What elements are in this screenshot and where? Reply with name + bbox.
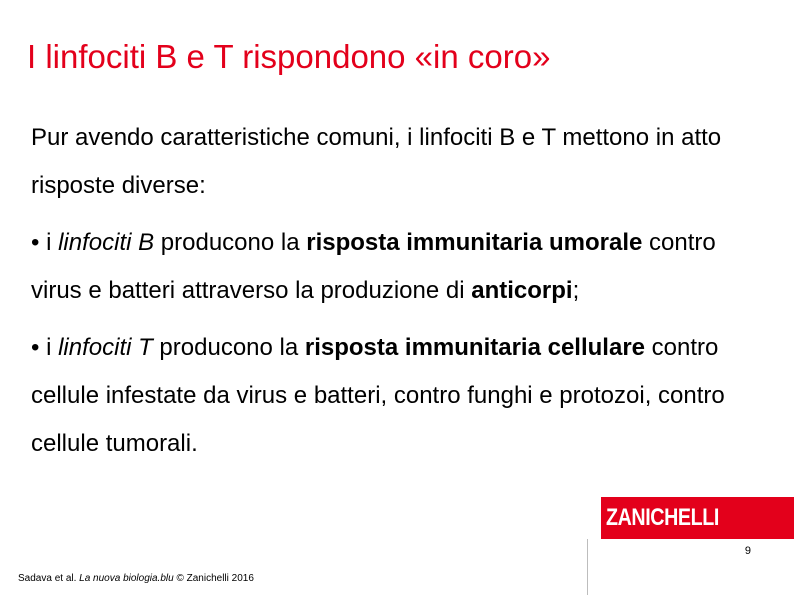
bullet-verb: producono la bbox=[152, 334, 305, 361]
page-number: 9 bbox=[744, 545, 751, 557]
bullet-subject: linfociti T bbox=[58, 334, 153, 361]
footer-credit bbox=[18, 573, 254, 584]
brand-name: ZANICHELLI bbox=[606, 504, 719, 531]
bullet-rest: contro cellule infestate da virus e batteri, contro funghi e protozoi, contro cellule tumorali. bbox=[31, 334, 725, 457]
footer-copyright: © Zanichelli 2016 bbox=[173, 573, 254, 584]
zanichelli-logo bbox=[601, 497, 794, 539]
bullet-prefix: • i bbox=[31, 334, 59, 361]
bullet-rest: contro virus e batteri attraverso la produzione di bbox=[31, 229, 716, 304]
bullet-end: ; bbox=[572, 277, 580, 304]
bullet-linfociti-t bbox=[31, 324, 771, 468]
footer-divider bbox=[587, 539, 588, 595]
footer-book: La nuova biologia.blu bbox=[79, 573, 174, 584]
bullet-prefix: • i bbox=[31, 229, 59, 256]
footer-authors: Sadava et al. bbox=[18, 573, 80, 584]
slide-title: I linfociti B e T rispondono «in coro» bbox=[27, 38, 551, 75]
intro-paragraph: Pur avendo caratteristiche comuni, i linfociti B e T mettono in atto risposte diverse: bbox=[31, 124, 722, 199]
bullet-product: anticorpi bbox=[471, 277, 573, 304]
bullet-linfociti-b bbox=[31, 219, 771, 315]
bullet-response: risposta immunitaria umorale bbox=[306, 229, 643, 256]
bullet-verb: producono la bbox=[154, 229, 307, 256]
slide-body bbox=[31, 114, 771, 468]
bullet-response: risposta immunitaria cellulare bbox=[304, 334, 645, 361]
bullet-subject: linfociti B bbox=[58, 229, 155, 256]
